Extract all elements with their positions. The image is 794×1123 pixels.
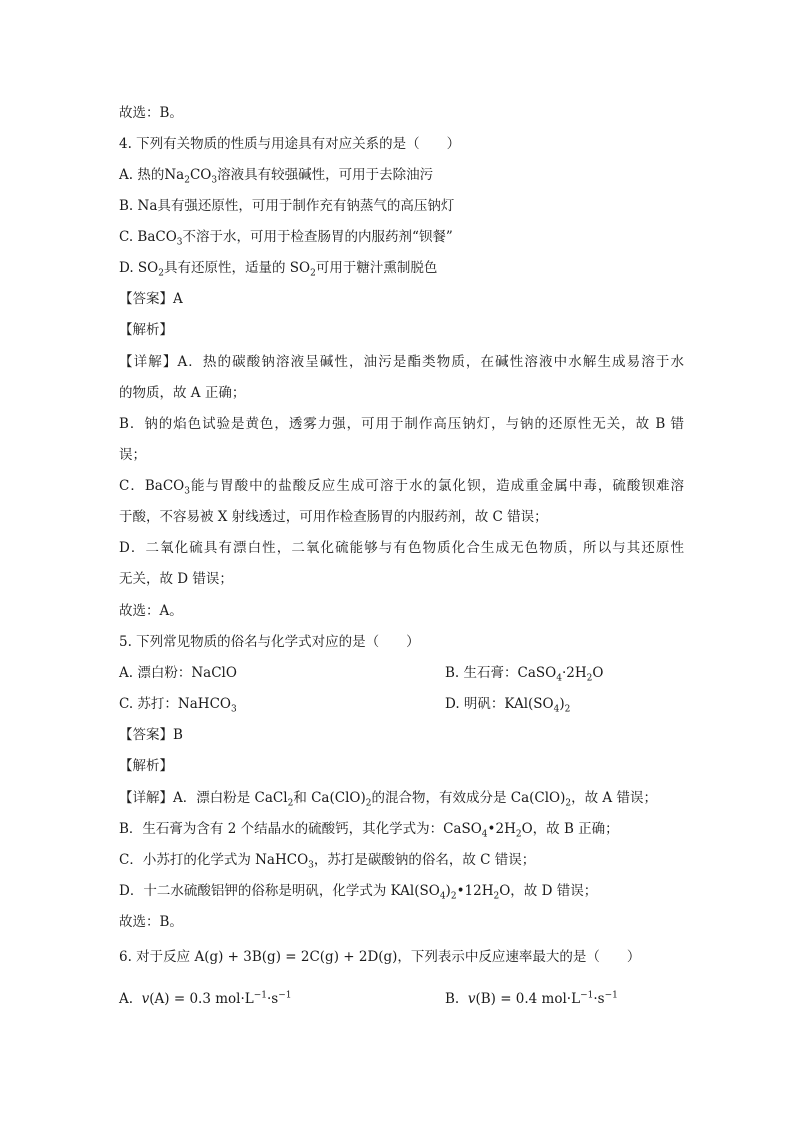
detail-4-d-line1: D．二氧化硫具有漂白性，二氧化硫能够与有色物质化合生成无色物质，所以与其还原性 [119, 540, 684, 556]
detail-4-a-line1: 【详解】A．热的碳酸钠溶液呈碱性，油污是酯类物质，在碱性溶液中水解生成易溶于水 [119, 354, 684, 370]
detail-5-b: B．生石膏为含有 2 个结晶水的硫酸钙，其化学式为：$CaSO_4•2H_2O$，故 B 正确； [119, 821, 619, 840]
detail-5-c: C．小苏打的化学式为 NaHCO$_3$，苏打是碳酸钠的俗名，故 C 错误； [119, 852, 536, 871]
question-5: 5. 下列常见物质的俗名与化学式对应的是（ ） [119, 634, 420, 650]
question-4-option-c: C. BaCO$_3$不溶于水，可用于检查肠胃的内服药剂“钡餐” [119, 229, 453, 248]
analysis-4-heading: 【解析】 [119, 322, 173, 338]
select-4: 故选：A。 [119, 603, 183, 619]
detail-4-a-line2: 的物质，故 A 正确； [119, 385, 246, 401]
detail-4-b-line1: B．钠的焰色试验是黄色，透雾力强，可用于制作高压钠灯，与钠的还原性无关，故 B 错 [119, 416, 684, 432]
question-5-option-b: B. 生石膏：$CaSO_4\cdot 2H_2O$ [445, 665, 604, 684]
detail-4-c-line2: 于酸，不容易被 X 射线透过，可用作检查肠胃的内服药剂，故 C 错误； [119, 509, 548, 525]
answer-5: 【答案】B [119, 727, 183, 743]
question-4-option-a: A. 热的$Na_2CO_3$溶液具有较强碱性，可用于去除油污 [119, 167, 434, 186]
question-5-option-c: C. 苏打：NaHCO$_3$ [119, 696, 237, 715]
analysis-5-heading: 【解析】 [119, 758, 173, 774]
question-4-option-b: B. Na具有强还原性，可用于制作充有钠蒸气的高压钠灯 [119, 198, 455, 214]
question-5-option-a: A. 漂白粉：NaClO [119, 665, 237, 681]
answer-4: 【答案】A [119, 291, 183, 307]
question-6-option-a: A. v(A) = 0.3 $mol\cdot L^{-1}\cdot s^{-1}$ [119, 990, 292, 1007]
detail-4-d-line2: 无关，故 D 错误； [119, 571, 233, 587]
select-5: 故选：B。 [119, 914, 183, 930]
question-6: 6. 对于反应 A(g) + 3B(g) = 2C(g) + 2D(g)，下列表示中反应速率最大的是（ ） [119, 949, 641, 965]
question-4-option-d: D. $SO_2$具有还原性，适量的 $SO_2$可用于糖汁熏制脱色 [119, 260, 438, 279]
detail-5-a: 【详解】A．漂白粉是 CaCl$_2$和 $Ca(ClO)_2$的混合物，有效成分是 $Ca(ClO)_2$，故 A 错误； [119, 790, 657, 809]
detail-5-d: D．十二水硫酸铝钾的俗称是明矾，化学式为 $KAl(SO_4)_2•12H_2O$，故 D 错误； [119, 883, 598, 902]
question-4: 4. 下列有关物质的性质与用途具有对应关系的是（ ） [119, 136, 461, 152]
detail-4-c-line1: C．BaCO$_3$能与胃酸中的盐酸反应生成可溶于水的氯化钡，造成重金属中毒，硫酸钡难溶 [119, 478, 685, 497]
question-5-option-d: D. 明矾：$KAl(SO_4)_2$ [445, 696, 571, 715]
question-6-option-b: B. v(B) = 0.4 $mol\cdot L^{-1}\cdot s^{-1}$ [445, 990, 618, 1007]
answer-select-line: 故选：B。 [119, 105, 183, 121]
detail-4-b-line2: 误； [119, 447, 146, 463]
